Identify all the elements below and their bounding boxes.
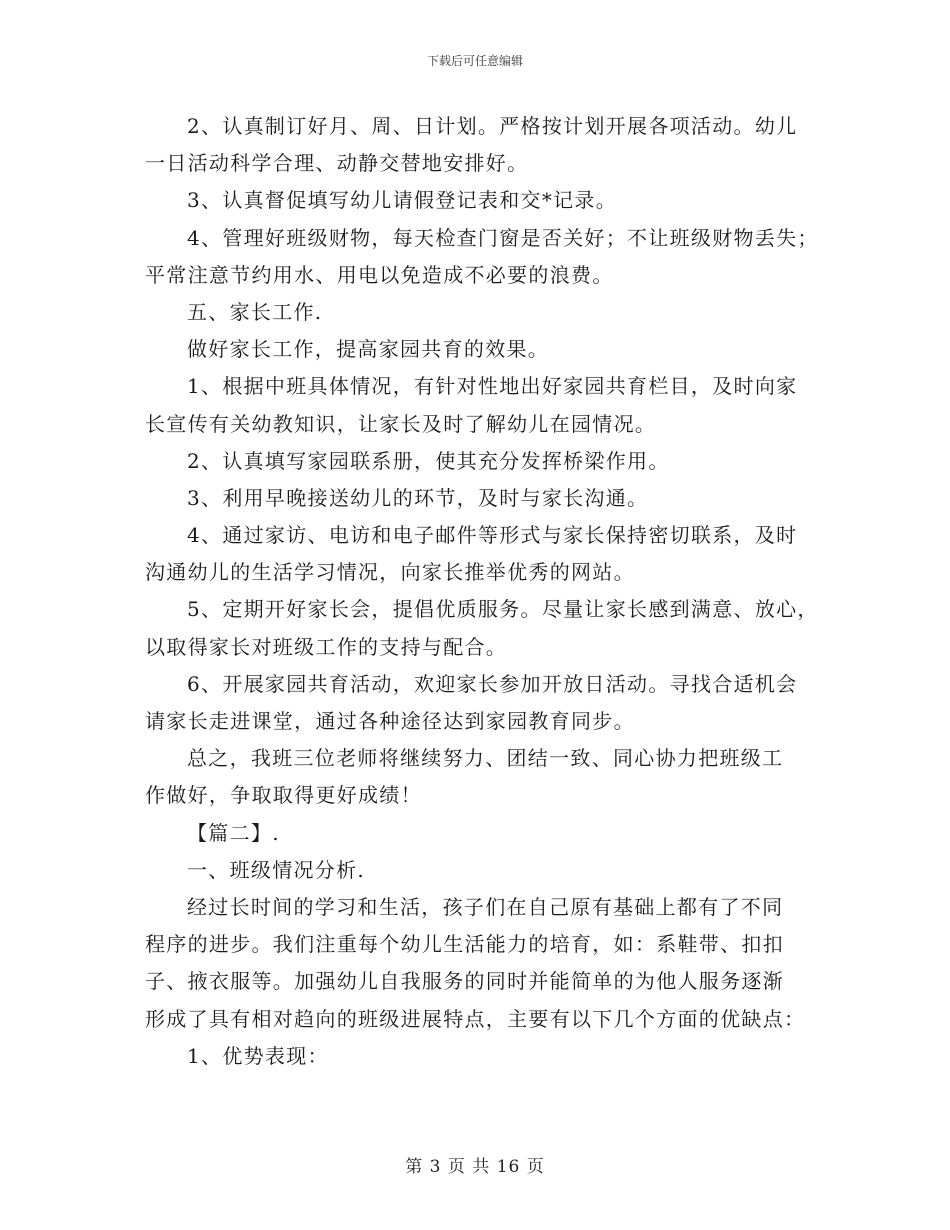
text-line: 做好家长工作，提高家园共育的效果。 (187, 337, 550, 362)
text-line: 3、利用早晚接送幼儿的环节，及时与家长沟通。 (187, 485, 649, 510)
text-line: 程序的进步。我们注重每个幼儿生活能力的培育，如：系鞋带、扣扣 (145, 932, 784, 957)
text-line: 以取得家长对班级工作的支持与配合。 (145, 634, 508, 659)
text-line: 4、通过家访、电访和电子邮件等形式与家长保持密切联系，及时 (187, 523, 798, 548)
text-line: 一、班级情况分析. (187, 857, 366, 882)
text-line: 2、认真填写家园联系册，使其充分发挥桥梁作用。 (187, 448, 670, 473)
text-line: 一日活动科学合理、动静交替地安排好。 (145, 151, 529, 176)
text-line: 总之，我班三位老师将继续努力、团结一致、同心协力把班级工 (187, 746, 784, 771)
text-line: 3、认真督促填写幼儿请假登记表和交*记录。 (187, 188, 618, 213)
text-line: 子、掖衣服等。加强幼儿自我服务的同时并能简单的为他人服务逐渐 (145, 969, 784, 994)
page-header-note: 下载后可任意编辑 (426, 54, 523, 68)
page-number-footer: 第 3 页 共 16 页 (405, 1157, 545, 1177)
text-line: 请家长走进课堂，通过各种途径达到家园教育同步。 (145, 709, 635, 733)
text-line: 沟通幼儿的生活学习情况，向家长推举优秀的网站。 (145, 560, 635, 585)
text-line: 6、开展家园共育活动，欢迎家长参加开放日活动。寻找合适机会 (187, 671, 798, 696)
text-line: 形成了具有相对趋向的班级进展特点，主要有以下几个方面的优缺点： (145, 1006, 806, 1031)
text-line: 1、优势表现： (187, 1043, 329, 1068)
text-line: 2、认真制订好月、周、日计划。严格按计划开展各项活动。幼儿 (187, 114, 798, 138)
text-line: 平常注意节约用水、用电以免造成不必要的浪费。 (145, 262, 614, 287)
text-line: 【篇二】. (187, 820, 280, 845)
text-line: 长宣传有关幼教知识，让家长及时了解幼儿在园情况。 (145, 411, 657, 436)
text-line: 五、家长工作. (187, 299, 323, 324)
text-line: 4、管理好班级财物，每天检查门窗是否关好；不让班级财物丢失； (187, 225, 819, 250)
text-line: 1、根据中班具体情况，有针对性地出好家园共育栏目，及时向家 (187, 374, 798, 399)
text-line: 5、定期开好家长会，提倡优质服务。尽量让家长感到满意、放心， (187, 597, 819, 622)
text-line: 作做好，争取取得更好成绩！ (145, 783, 422, 808)
text-line: 经过长时间的学习和生活，孩子们在自己原有基础上都有了不同 (187, 894, 784, 919)
document-body (145, 108, 819, 1075)
